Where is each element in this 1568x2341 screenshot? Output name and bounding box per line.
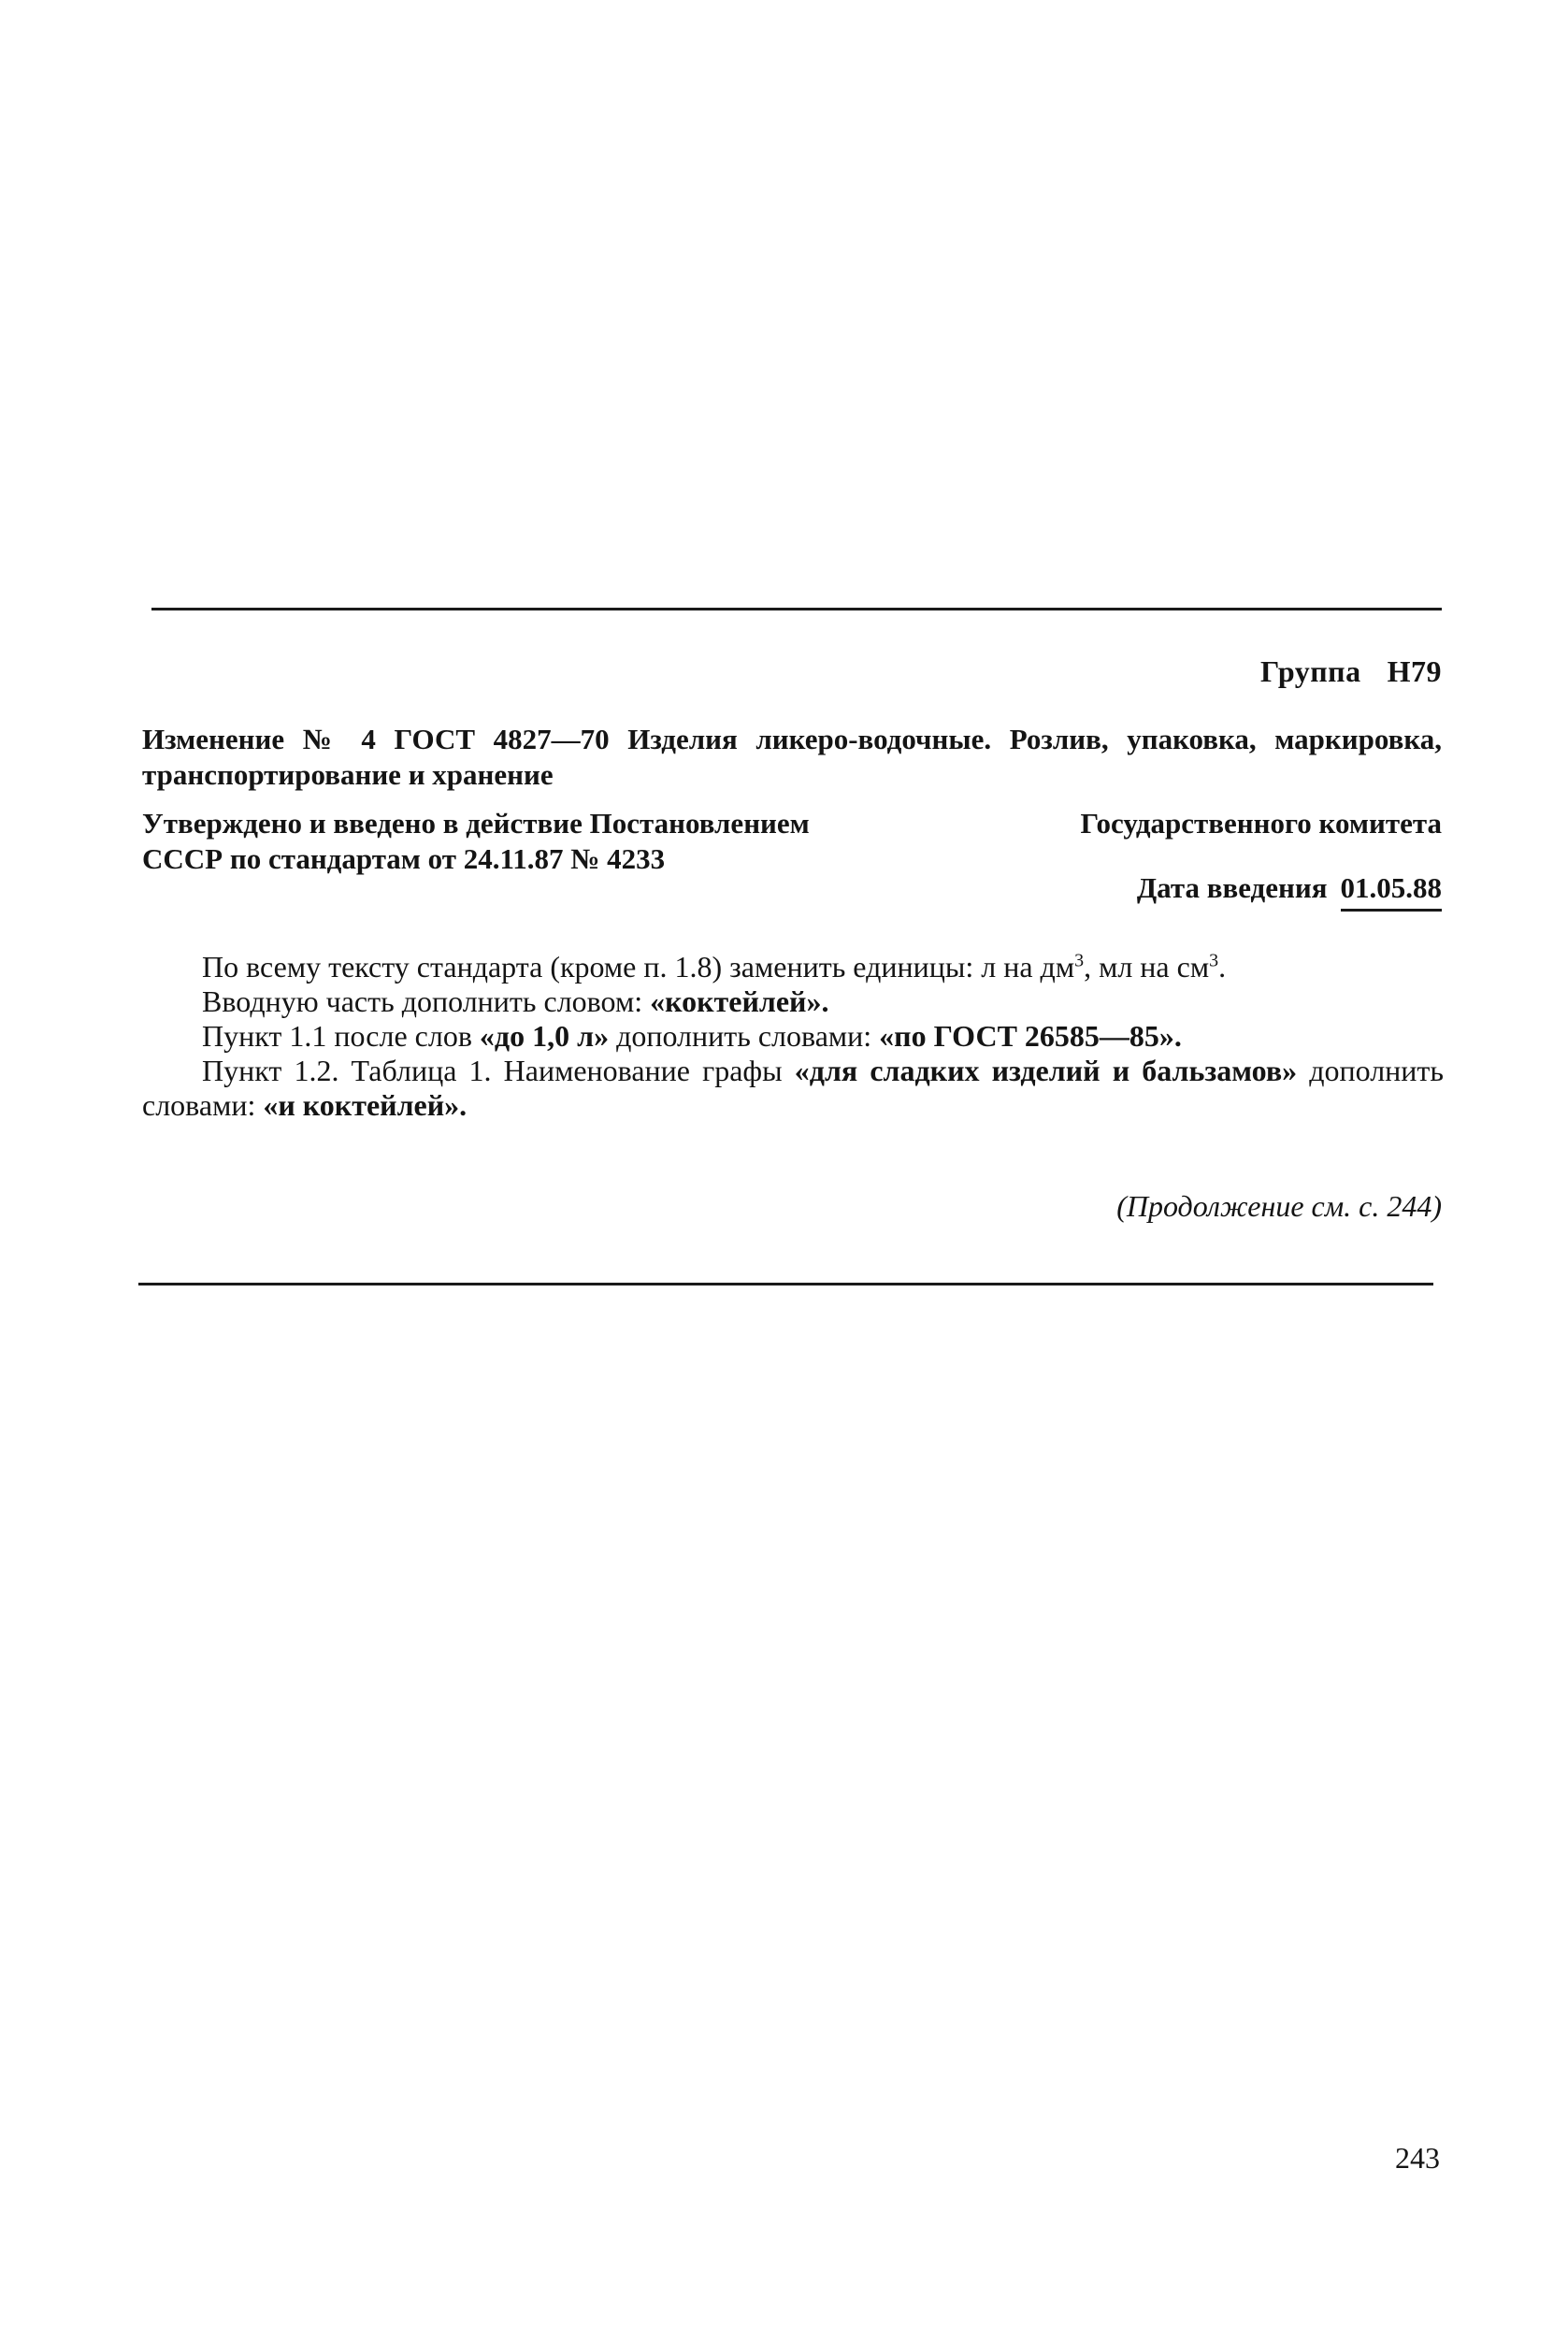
paragraph-intro-part <box>142 984 1444 1019</box>
bottom-divider <box>138 1283 1433 1285</box>
paragraph-units-text-b: , мл на см <box>1084 950 1210 984</box>
approval-line1-left: Утверждено и введено в действие Постановлением <box>142 807 810 840</box>
paragraph-item-1-1-quote-a: «до 1,0 л» <box>479 1019 610 1053</box>
paragraph-units <box>142 950 1444 984</box>
approval-line2: СССР по стандартам от 24.11.87 № 4233 <box>142 842 666 875</box>
superscript-cm3: 3 <box>1209 950 1219 971</box>
paragraph-intro-text: Вводную часть дополнить словом: <box>202 984 651 1018</box>
group-code: Н79 <box>1387 654 1442 688</box>
paragraph-units-text-c: . <box>1218 950 1227 984</box>
group-header <box>142 654 1442 689</box>
top-divider <box>151 608 1442 610</box>
paragraph-item-1-2-quote-b: «и коктейлей». <box>263 1088 468 1122</box>
paragraph-item-1-2-quote-a: «для сладких изделий и бальзамов» <box>794 1054 1298 1087</box>
continuation-note: (Продолжение см. с. 244) <box>1116 1189 1442 1223</box>
introduction-date <box>142 871 1442 912</box>
amendment-body <box>142 950 1444 1123</box>
paragraph-item-1-1-text-a: Пункт 1.1 после слов <box>202 1019 480 1053</box>
paragraph-units-text-a: По всему тексту стандарта (кроме п. 1.8) заменить единицы: л на дм <box>202 950 1075 984</box>
approval-line1-right: Государственного комитета <box>1080 807 1442 840</box>
paragraph-item-1-2-text-a: Пункт 1.2. Таблица 1. Наименование графы <box>202 1054 795 1087</box>
intro-date-label: Дата введения <box>1136 871 1328 904</box>
intro-date-value: 01.05.88 <box>1341 871 1443 912</box>
paragraph-item-1-1-quote-b: «по ГОСТ 26585—85». <box>879 1019 1182 1053</box>
paragraph-item-1-1 <box>142 1019 1444 1054</box>
paragraph-item-1-2-text-b: дополнить словами: <box>142 1054 1445 1122</box>
amendment-title: Изменение № 4 ГОСТ 4827—70 Изделия ликеро-водочные. Розлив, упаковка, маркировка, транспортирование и хранение <box>142 723 1442 791</box>
paragraph-item-1-2 <box>142 1054 1444 1123</box>
page-number: 243 <box>1395 2141 1440 2175</box>
approval-statement <box>142 806 1442 877</box>
paragraph-item-1-1-text-b: дополнить словами: <box>609 1019 880 1053</box>
paragraph-intro-quote: «коктейлей». <box>650 984 829 1018</box>
group-label: Группа <box>1260 654 1361 688</box>
superscript-dm3: 3 <box>1074 950 1085 971</box>
